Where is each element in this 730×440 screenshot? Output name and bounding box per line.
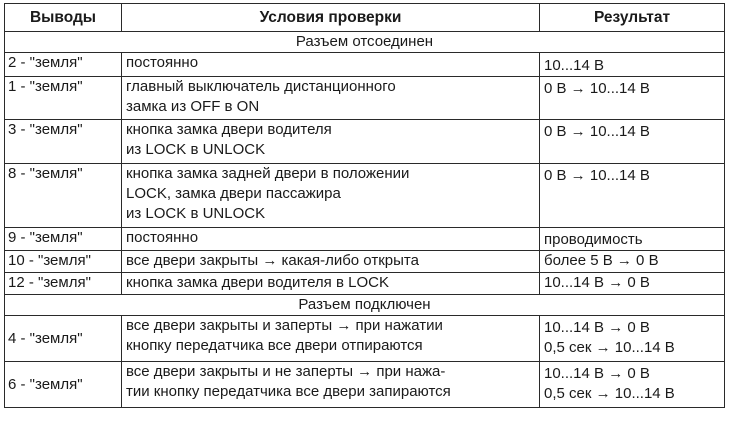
- condition-line: постоянно: [126, 229, 199, 246]
- section-row: [5, 295, 725, 316]
- condition-line: постоянно: [126, 54, 199, 71]
- condition-cell: [122, 362, 540, 408]
- condition-line: из LOCK в UNLOCK: [126, 141, 266, 158]
- pin-cell: 10 - "земля": [5, 251, 122, 273]
- condition-line: главный выключатель дистанционного: [126, 78, 396, 95]
- condition-line: кнопка замка двери водителя в LOCK: [126, 274, 389, 291]
- section-row: [5, 32, 725, 53]
- condition-line: тии кнопку передатчика все двери запираются: [126, 383, 451, 400]
- table-row: [5, 77, 725, 120]
- table-row: [5, 120, 725, 164]
- result-line: 0 В → 10...14 В: [544, 80, 650, 97]
- result-cell: [540, 53, 725, 77]
- condition-cell: [122, 120, 540, 164]
- condition-line: из LOCK в UNLOCK: [126, 205, 266, 222]
- result-line: 0 В → 10...14 В: [544, 167, 650, 184]
- result-line: 10...14 В → 0 В: [544, 365, 650, 382]
- table-row: [5, 316, 725, 362]
- result-line: 10...14 В: [544, 57, 605, 74]
- table-row: [5, 273, 725, 295]
- condition-cell: [122, 273, 540, 295]
- pin-cell: 2 - "земля": [5, 53, 122, 77]
- condition-line: все двери закрыты → какая-либо открыта: [126, 252, 419, 269]
- result-cell: [540, 362, 725, 408]
- table-row: [5, 164, 725, 228]
- condition-cell: [122, 164, 540, 228]
- section-title-disconnected: Разъем отсоединен: [5, 32, 725, 53]
- condition-line: все двери закрыты и заперты → при нажатии: [126, 317, 443, 334]
- condition-cell: [122, 316, 540, 362]
- header-row: [5, 4, 725, 32]
- header-result: Результат: [540, 4, 725, 32]
- condition-line: кнопка замка двери водителя: [126, 121, 332, 138]
- condition-cell: [122, 53, 540, 77]
- result-line: 0 В → 10...14 В: [544, 123, 650, 140]
- condition-line: все двери закрыты и не заперты → при нажа-: [126, 363, 446, 380]
- condition-cell: [122, 251, 540, 273]
- header-pins: Выводы: [5, 4, 122, 32]
- pin-cell: 6 - "земля": [5, 362, 122, 408]
- pin-cell: 4 - "земля": [5, 316, 122, 362]
- result-cell: [540, 273, 725, 295]
- result-cell: [540, 77, 725, 120]
- result-cell: [540, 228, 725, 251]
- result-line: 0,5 сек → 10...14 В: [544, 385, 675, 402]
- check-table: [4, 3, 725, 408]
- pin-cell: 3 - "земля": [5, 120, 122, 164]
- condition-line: замка из OFF в ON: [126, 98, 260, 115]
- result-cell: [540, 251, 725, 273]
- condition-line: LOCK, замка двери пассажира: [126, 185, 341, 202]
- result-line: более 5 В → 0 В: [544, 252, 659, 269]
- condition-cell: [122, 228, 540, 251]
- check-table-sheet: [4, 3, 724, 408]
- table-row: [5, 228, 725, 251]
- table-row: [5, 362, 725, 408]
- pin-cell: 9 - "земля": [5, 228, 122, 251]
- pin-cell: 1 - "земля": [5, 77, 122, 120]
- header-conditions: Условия проверки: [122, 4, 540, 32]
- result-cell: [540, 164, 725, 228]
- pin-cell: 8 - "земля": [5, 164, 122, 228]
- table-row: [5, 53, 725, 77]
- result-cell: [540, 120, 725, 164]
- condition-line: кнопку передатчика все двери отпираются: [126, 337, 423, 354]
- condition-cell: [122, 77, 540, 120]
- table-row: [5, 251, 725, 273]
- condition-line: кнопка замка задней двери в положении: [126, 165, 410, 182]
- result-line: 0,5 сек → 10...14 В: [544, 339, 675, 356]
- result-cell: [540, 316, 725, 362]
- result-line: проводимость: [544, 231, 643, 248]
- result-line: 10...14 В → 0 В: [544, 319, 650, 336]
- result-line: 10...14 В → 0 В: [544, 274, 650, 291]
- section-title-connected: Разъем подключен: [5, 295, 725, 316]
- pin-cell: 12 - "земля": [5, 273, 122, 295]
